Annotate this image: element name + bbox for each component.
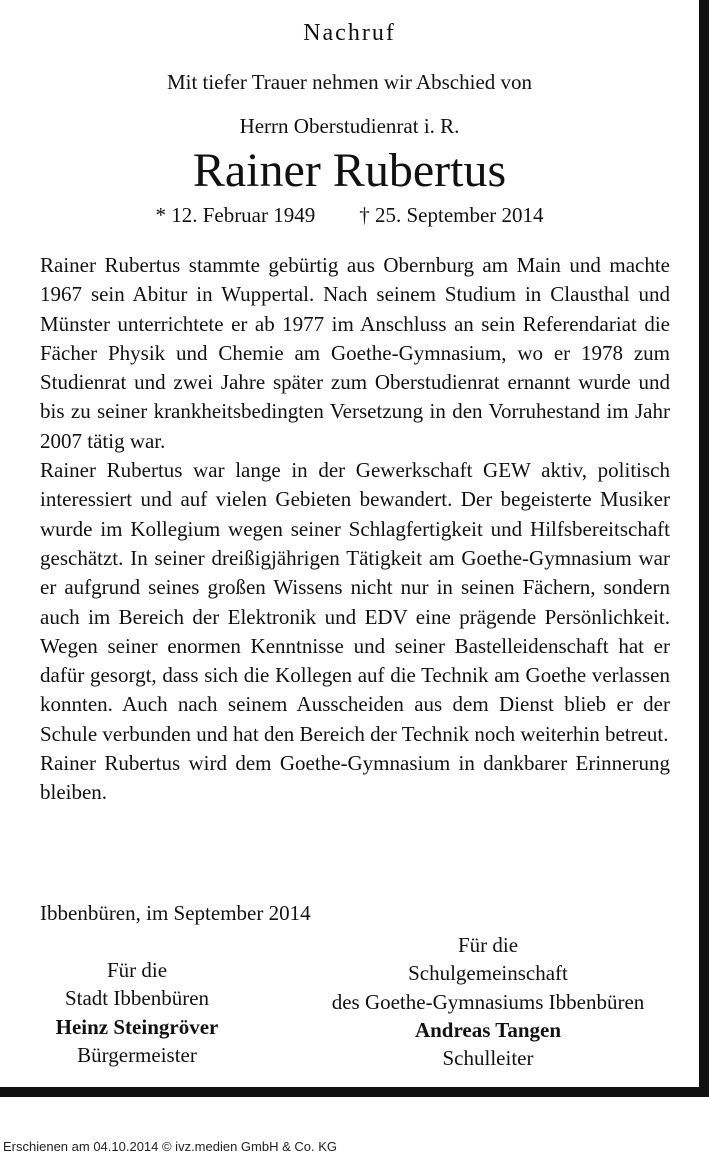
- signature-school-line3: des Goethe-Gymnasiums Ibbenbüren: [331, 989, 645, 1014]
- paragraph-career: Rainer Rubertus stammte gebürtig aus Obernburg am Main und machte 1967 sein Abitur in Wuppertal. Nach seinem Studium in Clausthal und Münster unterrichtete er ab 1977 im Anschluss an sein Referendariat die Fächer Physik und Chemie am Goethe-Gymnasium, wo er 1978 zum Studienrat und zwei Jahre später zum Oberstudienrat ernannt wurde und bis zu seiner krankheitsbedingten Versetzung in den Vorruhestand im Jahr 2007 tätig war.: [40, 253, 670, 453]
- paragraph-character: Rainer Rubertus war lange in der Gewerkschaft GEW aktiv, politisch interessiert und auf vielen Gebieten bewandert. Der begeisterte Musiker wurde im Kollegium wegen seiner Schlagfertigkeit und Hilfsbereitschaft geschätzt. In seiner dreißigjährigen Tätigkeit am Goethe-Gymnasium war er aufgrund seines großen Wissens nicht nur in seinen Fächern, sondern auch im Bereich der Elektronik und EDV eine prägende Persönlichkeit. Wegen seiner enormen Kenntnisse und seiner Bastelleidenschaft hat er dafür gesorgt, dass sich die Kollegen auf die Technik am Goethe verlassen konnten. Auch nach seinem Ausscheiden aus dem Dienst blieb er der Schule verbunden und hat den Bereich der Technik noch weiterhin betreut.: [40, 458, 670, 746]
- signature-city: [37, 956, 237, 1069]
- signature-city-line1: Für die: [106, 958, 168, 982]
- notice-heading: Nachruf: [303, 20, 396, 46]
- honorific-line: Herrn Oberstudienrat i. R.: [239, 114, 460, 138]
- paragraph-remembrance: Rainer Rubertus wird dem Goethe-Gymnasium in dankbarer Erinnerung bleiben.: [40, 751, 670, 805]
- signature-school: [300, 931, 676, 1072]
- signature-school-line2: Schulgemeinschaft: [408, 961, 568, 986]
- place-and-date: Ibbenbüren, im September 2014: [40, 901, 311, 925]
- life-dates: [0, 203, 699, 228]
- publication-credit: Erschienen am 04.10.2014 © ivz.medien GmbH & Co. KG: [3, 1139, 338, 1154]
- signature-city-name: Heinz Steingröver: [55, 1014, 219, 1039]
- signature-school-role: Schulleiter: [442, 1046, 534, 1071]
- obituary-text: [40, 251, 670, 808]
- signature-school-line1: Für die: [457, 933, 519, 957]
- intro-line: Mit tiefer Trauer nehmen wir Abschied von: [166, 70, 533, 94]
- birth-date: * 12. Februar 1949: [155, 203, 316, 227]
- signature-city-line2: Stadt Ibbenbüren: [64, 986, 210, 1011]
- death-date: † 25. September 2014: [359, 203, 544, 227]
- signature-city-role: Bürgermeister: [77, 1042, 197, 1067]
- deceased-name: Rainer Rubertus: [192, 144, 507, 197]
- signature-school-name: Andreas Tangen: [414, 1017, 562, 1042]
